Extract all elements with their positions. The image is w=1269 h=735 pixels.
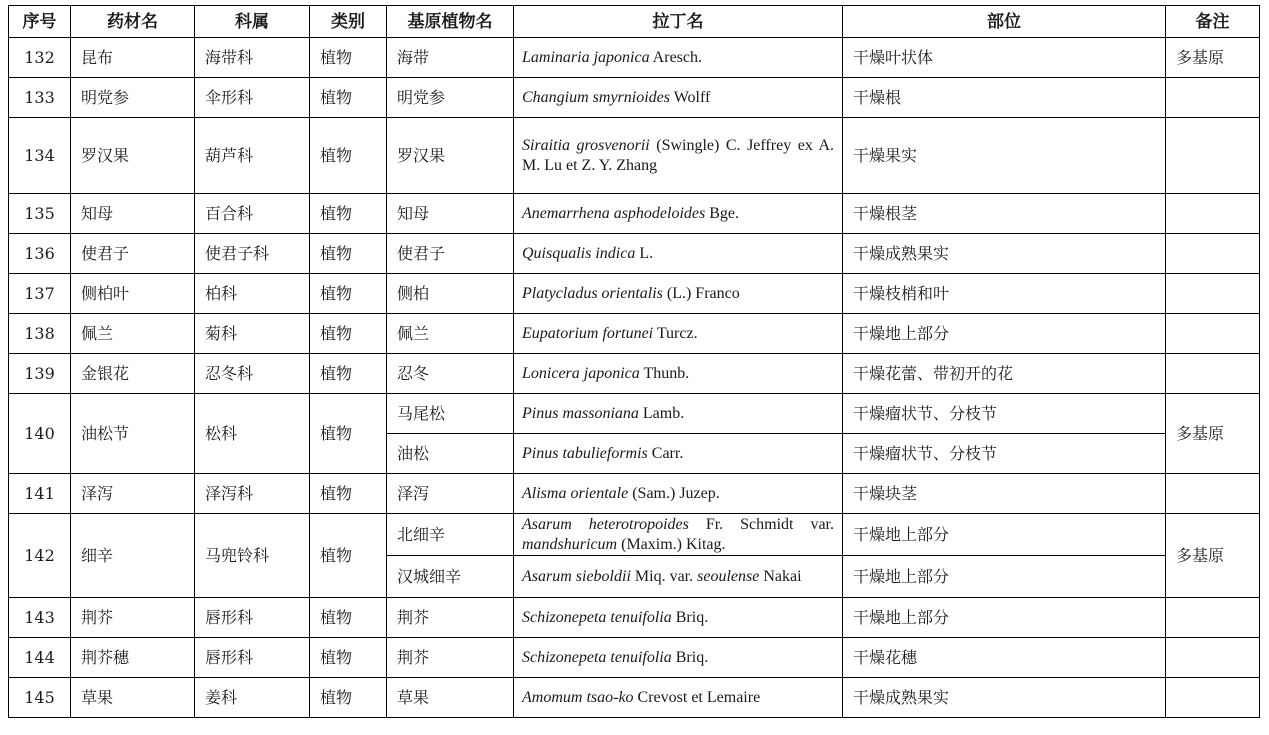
cell-latin: [514, 118, 843, 194]
header-no: 序号: [9, 6, 71, 38]
cell-family: 菊科: [195, 314, 310, 354]
cell-category: 植物: [310, 38, 387, 78]
cell-herb: 细辛: [71, 514, 195, 598]
latin-variety: mandshuricum: [522, 535, 618, 553]
cell-herb: 知母: [71, 194, 195, 234]
latin-author: (L.) Franco: [662, 284, 740, 302]
cell-part: 干燥成熟果实: [843, 234, 1166, 274]
cell-plant: 佩兰: [387, 314, 514, 354]
cell-herb: 使君子: [71, 234, 195, 274]
cell-family: 泽泻科: [195, 474, 310, 514]
cell-plant: 汉城细辛: [387, 556, 514, 598]
latin-genus-species: Pinus tabulieformis: [522, 444, 648, 462]
latin-author: Crevost et Lemaire: [633, 688, 761, 706]
cell-herb: 佩兰: [71, 314, 195, 354]
latin-variety: seoulense: [697, 567, 760, 585]
latin-author: Wolff: [670, 88, 711, 106]
cell-plant: 罗汉果: [387, 118, 514, 194]
cell-note: [1166, 194, 1260, 234]
cell-latin: [514, 194, 843, 234]
cell-category: 植物: [310, 514, 387, 598]
cell-herb: 油松节: [71, 394, 195, 474]
cell-family: 葫芦科: [195, 118, 310, 194]
cell-plant: 马尾松: [387, 394, 514, 434]
cell-note: [1166, 354, 1260, 394]
table-row: [9, 274, 1260, 314]
table-row: [9, 78, 1260, 118]
cell-no: 132: [9, 38, 71, 78]
cell-note: 多基原: [1166, 394, 1260, 474]
cell-herb: 荆芥: [71, 598, 195, 638]
cell-note: [1166, 638, 1260, 678]
cell-part: 干燥瘤状节、分枝节: [843, 394, 1166, 434]
latin-variety-author: (Maxim.) Kitag.: [617, 535, 726, 553]
cell-part: 干燥地上部分: [843, 314, 1166, 354]
cell-part: 干燥花穗: [843, 638, 1166, 678]
table-row: [9, 354, 1260, 394]
cell-family: 唇形科: [195, 598, 310, 638]
cell-note: [1166, 314, 1260, 354]
cell-family: 忍冬科: [195, 354, 310, 394]
latin-variety-author: Nakai: [759, 567, 802, 585]
cell-plant: 泽泻: [387, 474, 514, 514]
table-row: [9, 678, 1260, 718]
latin-author: (Sam.) Juzep.: [628, 484, 720, 502]
latin-author: Thunb.: [639, 364, 690, 382]
table-row: [9, 474, 1260, 514]
cell-no: 145: [9, 678, 71, 718]
cell-no: 142: [9, 514, 71, 598]
header-plant: 基原植物名: [387, 6, 514, 38]
latin-genus-species: Schizonepeta tenuifolia: [522, 608, 672, 626]
cell-category: 植物: [310, 78, 387, 118]
cell-note: [1166, 118, 1260, 194]
cell-latin: [514, 78, 843, 118]
cell-category: 植物: [310, 194, 387, 234]
cell-no: 137: [9, 274, 71, 314]
latin-genus-species: Laminaria japonica: [522, 48, 650, 66]
cell-latin: [514, 434, 843, 474]
cell-category: 植物: [310, 234, 387, 274]
cell-category: 植物: [310, 274, 387, 314]
cell-herb: 荆芥穗: [71, 638, 195, 678]
latin-genus-species: Siraitia grosvenorii: [522, 136, 650, 154]
latin-genus-species: Eupatorium fortunei: [522, 324, 654, 342]
cell-note: 多基原: [1166, 514, 1260, 598]
cell-herb: 侧柏叶: [71, 274, 195, 314]
cell-latin: [514, 38, 843, 78]
table-row: [9, 598, 1260, 638]
cell-part: 干燥根茎: [843, 194, 1166, 234]
cell-latin: [514, 474, 843, 514]
cell-category: 植物: [310, 314, 387, 354]
header-row: [9, 6, 1260, 38]
cell-part: 干燥果实: [843, 118, 1166, 194]
table-row: [9, 314, 1260, 354]
cell-category: 植物: [310, 354, 387, 394]
cell-note: 多基原: [1166, 38, 1260, 78]
cell-part: 干燥瘤状节、分枝节: [843, 434, 1166, 474]
latin-author: Miq. var.: [630, 567, 698, 585]
latin-author: Turcz.: [653, 324, 698, 342]
latin-genus-species: Asarum heterotropoides: [522, 515, 689, 533]
latin-genus-species: Asarum sieboldii: [522, 567, 631, 585]
latin-genus-species: Platycladus orientalis: [522, 284, 663, 302]
cell-plant: 北细辛: [387, 514, 514, 556]
cell-plant: 使君子: [387, 234, 514, 274]
cell-family: 海带科: [195, 38, 310, 78]
latin-author: Briq.: [671, 608, 709, 626]
table-row: [9, 194, 1260, 234]
cell-category: 植物: [310, 638, 387, 678]
table-row: [9, 38, 1260, 78]
cell-part: 干燥花蕾、带初开的花: [843, 354, 1166, 394]
latin-genus-species: Alisma orientale: [522, 484, 629, 502]
cell-note: [1166, 474, 1260, 514]
cell-category: 植物: [310, 474, 387, 514]
cell-part: 干燥叶状体: [843, 38, 1166, 78]
latin-genus-species: Changium smyrnioides: [522, 88, 670, 106]
cell-plant: 草果: [387, 678, 514, 718]
cell-plant: 侧柏: [387, 274, 514, 314]
cell-note: [1166, 78, 1260, 118]
cell-part: 干燥地上部分: [843, 514, 1166, 556]
herb-table: [8, 5, 1260, 718]
header-herb: 药材名: [71, 6, 195, 38]
table-row: [9, 394, 1260, 434]
cell-no: 140: [9, 394, 71, 474]
cell-family: 伞形科: [195, 78, 310, 118]
cell-plant: 油松: [387, 434, 514, 474]
cell-family: 马兜铃科: [195, 514, 310, 598]
cell-part: 干燥成熟果实: [843, 678, 1166, 718]
latin-genus-species: Quisqualis indica: [522, 244, 636, 262]
cell-latin: [514, 314, 843, 354]
cell-herb: 罗汉果: [71, 118, 195, 194]
latin-author: Aresch.: [649, 48, 702, 66]
cell-latin: [514, 638, 843, 678]
latin-author: Fr. Schmidt var.: [688, 515, 834, 533]
cell-no: 136: [9, 234, 71, 274]
header-note: 备注: [1166, 6, 1260, 38]
header-category: 类别: [310, 6, 387, 38]
cell-category: 植物: [310, 118, 387, 194]
cell-herb: 金银花: [71, 354, 195, 394]
cell-note: [1166, 234, 1260, 274]
cell-latin: [514, 514, 843, 556]
cell-plant: 忍冬: [387, 354, 514, 394]
cell-no: 144: [9, 638, 71, 678]
cell-plant: 海带: [387, 38, 514, 78]
table-row: [9, 234, 1260, 274]
cell-no: 139: [9, 354, 71, 394]
latin-genus-species: Anemarrhena asphodeloides: [522, 204, 706, 222]
header-family: 科属: [195, 6, 310, 38]
header-latin: 拉丁名: [514, 6, 843, 38]
cell-family: 柏科: [195, 274, 310, 314]
table-row: [9, 638, 1260, 678]
cell-part: 干燥枝梢和叶: [843, 274, 1166, 314]
latin-genus-species: Amomum tsao-ko: [522, 688, 634, 706]
latin-genus-species: Schizonepeta tenuifolia: [522, 648, 672, 666]
cell-family: 姜科: [195, 678, 310, 718]
cell-part: 干燥块茎: [843, 474, 1166, 514]
header-part: 部位: [843, 6, 1166, 38]
cell-herb: 泽泻: [71, 474, 195, 514]
cell-plant: 明党参: [387, 78, 514, 118]
cell-family: 松科: [195, 394, 310, 474]
cell-no: 143: [9, 598, 71, 638]
cell-note: [1166, 274, 1260, 314]
cell-plant: 知母: [387, 194, 514, 234]
cell-category: 植物: [310, 394, 387, 474]
cell-herb: 昆布: [71, 38, 195, 78]
cell-latin: [514, 394, 843, 434]
cell-category: 植物: [310, 598, 387, 638]
table-row: [9, 514, 1260, 556]
latin-author: (Swingle) C. Jeffrey ex A. M. Lu et Z. Y. Zhang: [522, 136, 835, 174]
cell-plant: 荆芥: [387, 638, 514, 678]
cell-family: 唇形科: [195, 638, 310, 678]
cell-no: 134: [9, 118, 71, 194]
cell-note: [1166, 598, 1260, 638]
cell-part: 干燥地上部分: [843, 598, 1166, 638]
latin-author: Briq.: [671, 648, 709, 666]
cell-part: 干燥根: [843, 78, 1166, 118]
cell-part: 干燥地上部分: [843, 556, 1166, 598]
latin-author: Bge.: [705, 204, 740, 222]
cell-family: 使君子科: [195, 234, 310, 274]
cell-latin: [514, 598, 843, 638]
cell-no: 133: [9, 78, 71, 118]
latin-genus-species: Lonicera japonica: [522, 364, 640, 382]
cell-category: 植物: [310, 678, 387, 718]
latin-author: L.: [635, 244, 654, 262]
cell-latin: [514, 556, 843, 598]
cell-latin: [514, 274, 843, 314]
cell-plant: 荆芥: [387, 598, 514, 638]
cell-no: 141: [9, 474, 71, 514]
cell-herb: 明党参: [71, 78, 195, 118]
cell-family: 百合科: [195, 194, 310, 234]
table-row: [9, 118, 1260, 194]
cell-note: [1166, 678, 1260, 718]
latin-author: Carr.: [647, 444, 684, 462]
cell-no: 135: [9, 194, 71, 234]
latin-genus-species: Pinus massoniana: [522, 404, 639, 422]
cell-no: 138: [9, 314, 71, 354]
cell-latin: [514, 354, 843, 394]
latin-author: Lamb.: [638, 404, 685, 422]
cell-latin: [514, 678, 843, 718]
cell-herb: 草果: [71, 678, 195, 718]
cell-latin: [514, 234, 843, 274]
